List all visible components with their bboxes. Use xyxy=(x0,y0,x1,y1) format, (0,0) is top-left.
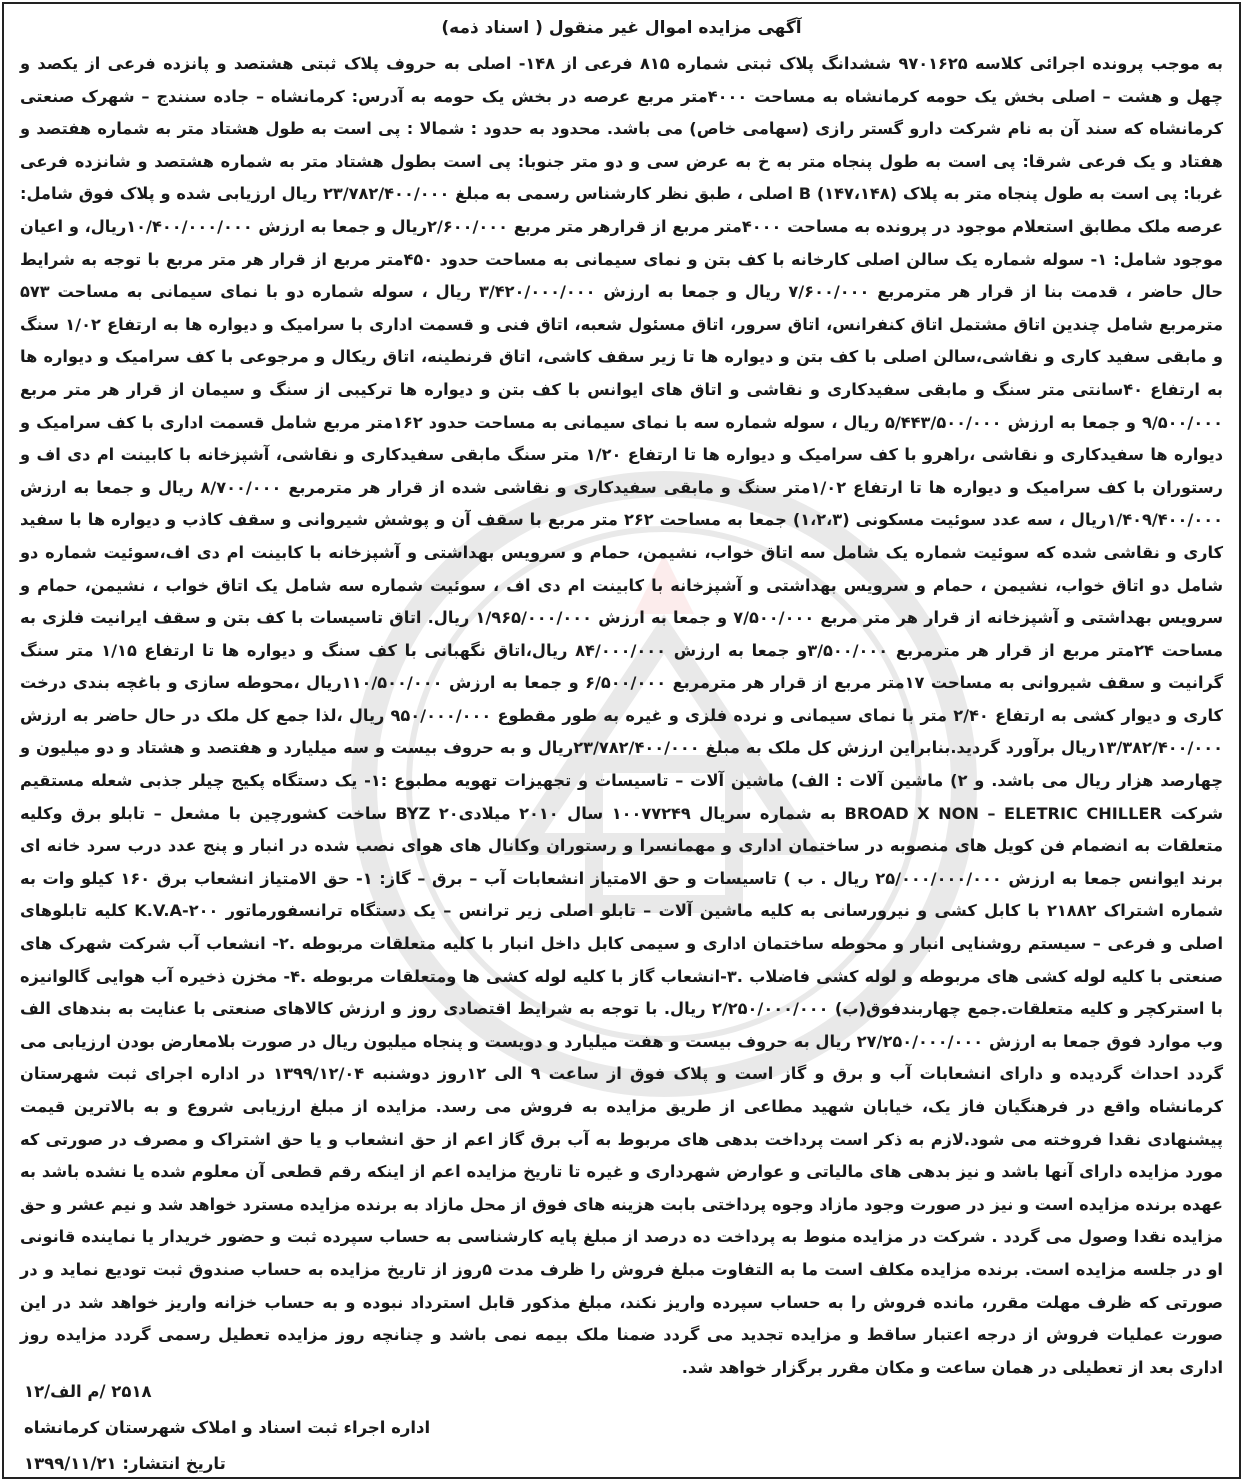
notice-content xyxy=(4,4,1239,1384)
reference-number: ۲۵۱۸ /م الف/۱۲ xyxy=(24,1382,152,1401)
auction-notice xyxy=(2,2,1241,1479)
issuer-office: اداره اجراء ثبت اسناد و املاک شهرستان کرمانشاه xyxy=(24,1418,431,1437)
notice-footer xyxy=(24,1374,430,1479)
notice-title: آگهی مزایده اموال غیر منقول ( اسناد ذمه) xyxy=(441,18,802,38)
notice-body: به موجب پرونده اجرائی کلاسه ۹۷۰۱۶۲۵ ششدانگ پلاک ثبتی شماره ۸۱۵ فرعی از ۱۴۸- اصلی به حروف پلاک ثبتی هشتصد و پانزده فرعی از یکصد و چهل و هشت – اصلی بخش یک حومه کرمانشاه به مساحت ۴۰۰۰متر مربع عرصه در بخش یک حومه به آدرس: کرمانشاه – جاده سنندج – شهرک صنعتی کرمانشاه که سند آن به نام شرکت دارو گستر رازی (سهامی خاص) می باشد. محدود به حدود : شمالا : پی است به طول هشتاد متر به شماره هفتصد و هفتاد و یک فرعی شرقا: پی است به طول پنجاه متر به خ به عرض سی و دو متر جنوبا: پی است بطول هشتاد متر به شماره هشتصد و شانزده فرعی غربا: پی است به طول پنجاه متر به پلاک B (۱۴۷،۱۴۸) اصلی ، طبق نظر کارشناس رسمی به مبلغ ۲۳/۷۸۲/۴۰۰/۰۰۰ ریال ارزیابی شده و پلاک فوق شامل: عرصه ملک مطابق استعلام موجود در پرونده به مساحت ۴۰۰۰متر مربع از قرارهر متر مربع ۲/۶۰۰/۰۰۰ریال و جمعا به ارزش ۱۰/۴۰۰/۰۰۰/۰۰۰ریال، و اعیان موجود شامل: ۱- سوله شماره یک سالن اصلی کارخانه با کف بتن و نمای سیمانی به مساحت حدود ۴۵۰متر مربع از قرار هر متر مربع با توجه به شرایط حال حاضر ، قدمت بنا از قرار هر مترمربع ۷/۶۰۰/۰۰۰ ریال و جمعا به ارزش ۳/۴۲۰/۰۰۰/۰۰۰ ریال ، سوله شماره دو با نمای سیمانی به مساحت ۵۷۳ مترمربع شامل چندین اتاق مشتمل اتاق کنفرانس، اتاق سرور، اتاق مسئول شعبه، اتاق فنی و قسمت اداری با سرامیک و دیواره ها به ارتفاع ۱/۰۲ سنگ و مابقی سفید کاری و نقاشی،سالن اصلی با کف بتن و دیواره ها تا زیر سقف کاشی، اتاق قرنطینه، اتاق ریکال و مرجوعی با کف سرامیک و دیواره ها به ارتفاع ۴۰سانتی متر سنگ و مابقی سفیدکاری و نقاشی و اتاق های ایوانس با کف بتن و دیواره ها ترکیبی از سنگ و سیمان از قرار هر متر مربع ۹/۵۰۰/۰۰۰ و جمعا به ارزش ۵/۴۴۳/۵۰۰/۰۰۰ ریال ، سوله شماره سه با نمای سیمانی به مساحت حدود ۱۶۲متر مربع شامل قسمت اداری با کف سرامیک و دیواره ها سفیدکاری و نقاشی ،راهرو با کف سرامیک و دیواره ها تا ارتفاع ۱/۲۰ متر سنگ مابقی سفیدکاری و نقاشی، آشپزخانه با کابینت ام دی اف و رستوران با کف سرامیک و دیواره ها تا ارتفاع ۱/۰۲متر سنگ و مابقی سفیدکاری و نقاشی شده از قرار هر مترمربع ۸/۷۰۰/۰۰۰ ریال و جمعا به ارزش ۱/۴۰۹/۴۰۰/۰۰۰ریال ، سه عدد سوئیت مسکونی (۱،۲،۳) جمعا به مساحت ۲۶۲ متر مربع با سقف آن و پوشش شیروانی و سقف کاذب و دیواره ها با سفید کاری و نقاشی شده که سوئیت شماره یک شامل سه اتاق خواب، نشیمن، حمام و سرویس بهداشتی و آشپزخانه با کابینت ام دی اف،سوئیت شماره دو شامل دو اتاق خواب، نشیمن ، حمام و سرویس بهداشتی و آشپزخانه با کابینت ام دی اف ، سوئیت شماره سه شامل یک اتاق خواب ، نشیمن، حمام و سرویس بهداشتی و آشپزخانه از قرار هر متر مربع ۷/۵۰۰/۰۰۰ و جمعا به ارزش ۱/۹۶۵/۰۰۰/۰۰۰ ریال. اتاق تاسیسات با کف بتن و سقف ایرانیت فلزی به مساحت ۲۴متر مربع از قرار هر مترمربع ۳/۵۰۰/۰۰۰و جمعا به ارزش ۸۴/۰۰۰/۰۰۰ ریال،اتاق نگهبانی با کف سنگ و دیواره ها تا ارتفاع ۱/۱۵ متر سنگ گرانیت و سقف شیروانی به مساحت ۱۷متر مربع از قرار هر مترمربع ۶/۵۰۰/۰۰۰ و جمعا به ارزش ۱۱۰/۵۰۰/۰۰۰ریال ،محوطه سازی و باغچه بندی درخت کاری و دیوار کشی به ارتفاع ۲/۴۰ متر با نمای سیمانی و نرده فلزی و غیره به طور مقطوع ۹۵۰/۰۰۰/۰۰۰ ریال ،لذا جمع کل ملک در حال حاضر به ارزش ۱۳/۳۸۲/۴۰۰/۰۰۰ریال برآورد گردید.بنابراین ارزش کل ملک به مبلغ ۲۳/۷۸۲/۴۰۰/۰۰۰ریال و به حروف بیست و سه میلیارد و هفتصد و هشتاد و دو میلیون و چهارصد هزار ریال می باشد. و ۲) ماشین آلات : الف) ماشین آلات – تاسیسات و تجهیزات تهویه مطبوع :۱- یک دستگاه پکیج چیلر جذبی شعله مستقیم شرکت BROAD X NON – ELETRIC CHILLER به شماره سریال ۱۰۰۷۷۲۴۹ سال ۲۰۱۰ میلادی۲۰ BYZ ساخت کشورچین با مشعل – تابلو برق وکلیه متعلقات به انضمام فن کویل های منصوبه در ساختمان اداری و مهمانسرا و رستوران وکانال های هوای نصب شده در انبار و پنج عدد درب سرد خانه ای برند ایوانس جمعا به ارزش ۲۵/۰۰۰/۰۰۰/۰۰۰ ریال . ب ) تاسیسات و حق الامتیاز انشعابات آب – برق – گاز: ۱- حق الامتیاز انشعاب برق ۱۶۰ کیلو وات به شماره اشتراک ۲۱۸۸۲ با کابل کشی و نیرورسانی به کلیه ماشین آلات – تابلو اصلی زیر ترانس – یک دستگاه ترانسفورماتور K.V.A-۲۰۰ کلیه تابلوهای اصلی و فرعی – سیستم روشنایی انبار و محوطه ساختمان اداری و سیمی کابل داخل انبار با کلیه متعلقات مربوطه .۲- انشعاب آب شرکت شهرک های صنعتی با کلیه لوله کشی های مربوطه و لوله کشی فاضلاب .۳-انشعاب گاز با کلیه لوله کشی ها ومتعلقات مربوطه .۴- مخزن ذخیره آب هوایی گالوانیزه با استرکچر و کلیه متعلقات.جمع چهاربندفوق(ب) ۲/۲۵۰/۰۰۰/۰۰۰ ریال. با توجه به شرایط اقتصادی روز و ارزش کالاهای صنعتی با عنایت به بندهای الف وب موارد فوق جمعا به ارزش ۲۷/۲۵۰/۰۰۰/۰۰۰ ریال به حروف بیست و هفت میلیارد و دویست و پنجاه میلیون ریال در صورت بلامعارض بودن ارزیابی می گردد احداث گردیده و دارای انشعابات آب و برق و گاز است و پلاک فوق از ساعت ۹ الی ۱۲روز دوشنبه ۱۳۹۹/۱۲/۰۴ در اداره اجرای ثبت شهرستان کرمانشاه واقع در فرهنگیان فاز یک، خیابان شهید مطاعی از طریق مزایده به فروش می رسد. مزایده از مبلغ ارزیابی شروع و به بالاترین قیمت پیشنهادی نقدا فروخته می شود.لازم به ذکر است پرداخت بدهی های مربوط به آب برق گاز اعم از حق انشعاب و یا حق اشتراک و مصرف در صورتی که مورد مزایده دارای آنها باشد و نیز بدهی های مالیاتی و عوارض شهرداری و غیره تا تاریخ مزایده اعم از اینکه رقم قطعی آن معلوم شده یا نشده باشد به عهده برنده مزایده است و نیز در صورت وجود مازاد وجوه پرداختی بابت هزینه های فوق از محل مازاد به برنده مزایده مسترد خواهد شد و نیم عشر و حق مزایده نقدا وصول می گردد . شرکت در مزایده منوط به پرداخت ده درصد از مبلغ پایه کارشناسی به حساب سپرده ثبت و حضور خریدار یا نماینده قانونی او در جلسه مزایده است. برنده مزایده مکلف است ما به التفاوت مبلغ فروش را ظرف مدت ۵روز از تاریخ مزایده به حساب صندوق ثبت تودیع نماید و در صورتی که ظرف مهلت مقرر، مانده فروش را به حساب سپرده واریز نکند، مبلغ مذکور قابل استرداد نبوده و به حساب خزانه واریز خواهد شد در این صورت عملیات فروش از درجه اعتبار ساقط و مزایده تجدید می گردد ضمنا ملک بیمه نمی باشد و چنانچه روز مزایده تعطیل رسمی گردد مزایده روز اداری بعد از تعطیلی در همان ساعت و مکان مقرر برگزار خواهد شد. xyxy=(20,54,1224,1377)
publish-date: تاریخ انتشار: ۱۳۹۹/۱۱/۲۱ xyxy=(24,1454,226,1473)
